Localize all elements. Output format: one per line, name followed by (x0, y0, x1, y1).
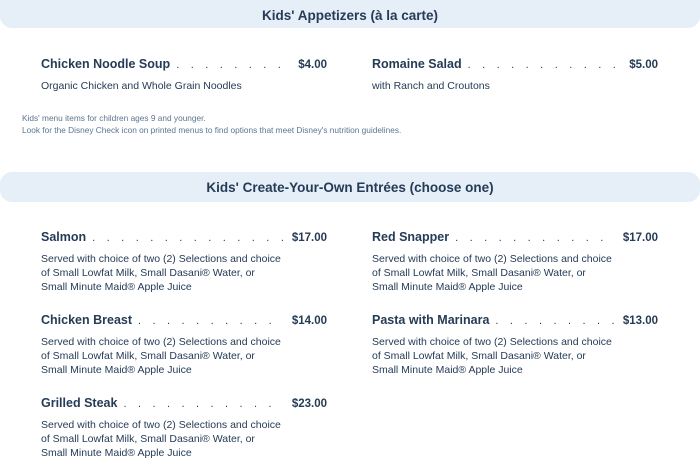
item-description: Served with choice of two (2) Selections and choice of Small Lowfat Milk, Small Dasani® Water, or Small Minute Maid® Apple Juice (41, 419, 281, 459)
item-name: Chicken Breast (41, 313, 133, 327)
item-description: Served with choice of two (2) Selections and choice of Small Lowfat Milk, Small Dasani® Water, or Small Minute Maid® Apple Juice (372, 253, 612, 293)
leader-dots (92, 232, 284, 244)
menu-item-red-snapper (372, 230, 658, 294)
leader-dots (468, 59, 622, 71)
item-description: Served with choice of two (2) Selections and choice of Small Lowfat Milk, Small Dasani® Water, or Small Minute Maid® Apple Juice (41, 336, 281, 376)
item-name: Chicken Noodle Soup (41, 57, 171, 71)
menu-item-pasta-with-marinara (372, 313, 658, 377)
appetizers-section-header (0, 0, 700, 28)
item-price: $5.00 (629, 59, 658, 71)
item-price: $17.00 (622, 232, 658, 244)
menu-notes (22, 112, 401, 136)
appetizers-title: Kids' Appetizers (à la carte) (261, 7, 438, 23)
item-price: $14.00 (291, 315, 327, 327)
menu-item-chicken-breast (41, 313, 327, 377)
menu-item-chicken-noodle-soup (41, 57, 327, 93)
item-name: Romaine Salad (372, 57, 462, 71)
item-description: Organic Chicken and Whole Grain Noodles (41, 80, 242, 92)
entrees-title: Kids' Create-Your-Own Entrées (choose one) (206, 179, 494, 195)
item-name: Pasta with Marinara (372, 313, 490, 327)
item-description: Served with choice of two (2) Selections and choice of Small Lowfat Milk, Small Dasani® Water, or Small Minute Maid® Apple Juice (41, 253, 281, 293)
item-description: Served with choice of two (2) Selections and choice of Small Lowfat Milk, Small Dasani® Water, or Small Minute Maid® Apple Juice (372, 336, 612, 376)
menu-item-romaine-salad (372, 57, 658, 93)
leader-dots (495, 315, 614, 327)
age-note: Kids' menu items for children ages 9 and younger. (22, 113, 206, 123)
leader-dots (123, 398, 283, 410)
item-description: with Ranch and Croutons (372, 80, 490, 92)
leader-dots (176, 59, 290, 71)
leader-dots (138, 315, 284, 327)
entrees-section-header (0, 172, 700, 202)
menu-item-grilled-steak (41, 396, 327, 460)
item-name: Red Snapper (372, 230, 450, 244)
item-price: $13.00 (622, 315, 658, 327)
item-price: $4.00 (298, 59, 327, 71)
disney-check-note: Look for the Disney Check icon on printed menus to find options that meet Disney's nutrition guidelines. (22, 125, 402, 135)
leader-dots (455, 232, 615, 244)
item-price: $17.00 (291, 232, 327, 244)
menu-item-salmon (41, 230, 327, 294)
item-name: Grilled Steak (41, 396, 118, 410)
item-name: Salmon (41, 230, 87, 244)
item-price: $23.00 (291, 398, 327, 410)
